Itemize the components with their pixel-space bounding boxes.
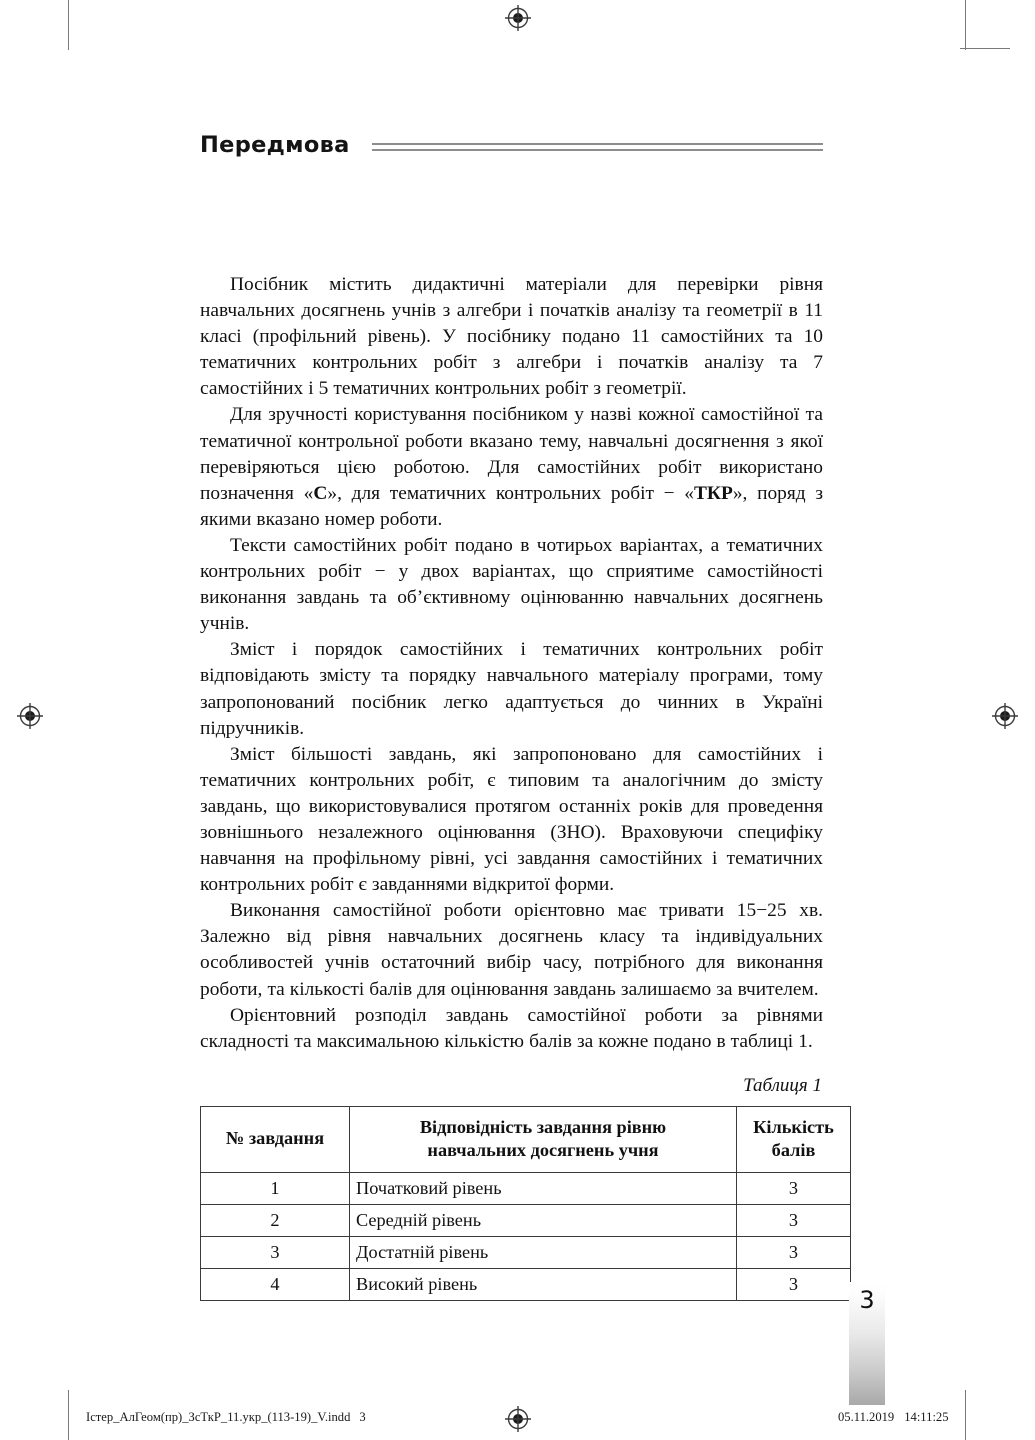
paragraph-6: Виконання самостійної роботи орієнтовно має тривати 15−25 хв. Залежно від рівня навчальних досягнень класу та індивідуальних особливостей учнів остаточний вибір часу, потрібного для виконання роботи, та кількості балів для оцінювання завдань залишаємо за вчителем. <box>200 900 823 1000</box>
heading-rule-line-bottom <box>372 149 823 151</box>
paragraph-7: Орієнтовний розподіл завдань самостійної роботи за рівнями складності та максимальною кількістю балів за кожне подано в таблиці 1. <box>200 1004 823 1052</box>
footer-page-number: 3 <box>359 1410 366 1424</box>
row-task-number: 2 <box>201 1204 350 1236</box>
table-row <box>201 1236 851 1268</box>
page-content <box>200 125 834 1301</box>
row-points: 3 <box>737 1204 851 1236</box>
table-row <box>201 1204 851 1236</box>
row-points: 3 <box>737 1172 851 1204</box>
heading-double-rule <box>372 143 823 151</box>
paragraph-4: Зміст і порядок самостійних і тематичних контрольних робіт відповідають змісту та порядку навчального матеріалу програми, тому запропонований посібник легко адаптується до чинних в Україні підручників. <box>200 639 823 739</box>
row-points: 3 <box>737 1236 851 1268</box>
crop-mark-bottom-left <box>68 1390 69 1440</box>
paragraph-3: Тексти самостійних робіт подано в чотирьох варіантах, а тематичних контрольних робіт − у двох варіантах, що сприятиме самостійності виконання завдань та об’єктивному оцінюванню навчальних досягнень учнів. <box>200 534 823 635</box>
paragraph-1: Посібник містить дидактичні матеріали для перевірки рівня навчальних досягнень учнів з алгебри і початків аналізу та геометрії в 11 класі (профільний рівень). У посібнику подано 11 самостійних та 10 тематичних контрольних робіт з алгебри і початків аналізу та 7 самостійних і 5 тематичних контрольних робіт з геометрії. <box>200 274 823 400</box>
registration-mark-bottom-center <box>505 1406 531 1432</box>
page-number: 3 <box>859 1286 875 1314</box>
registration-mark-top-center <box>505 5 531 31</box>
crop-mark-edge-top-right <box>960 48 1010 49</box>
registration-mark-right <box>992 703 1018 729</box>
footer-filename-slug <box>86 1410 366 1425</box>
row-points: 3 <box>737 1268 851 1300</box>
registration-mark-left <box>17 703 43 729</box>
page-title: Передмова <box>200 132 350 158</box>
crop-mark-top-right <box>965 0 966 50</box>
crop-mark-top-left <box>68 0 69 50</box>
paragraph-2 <box>200 402 823 532</box>
footer-filename: Істер_АлГеом(пр)_ЗсТкР_11.укр_(113-19)_V.indd <box>86 1410 351 1424</box>
row-level-description: Високий рівень <box>350 1268 737 1300</box>
body-copy <box>200 272 823 1055</box>
row-task-number: 1 <box>201 1172 350 1204</box>
row-task-number: 3 <box>201 1236 350 1268</box>
row-level-description: Середній рівень <box>350 1204 737 1236</box>
table-header-points-line2: балів <box>771 1139 816 1160</box>
table-header-points-line1: Кількість <box>753 1116 834 1137</box>
paragraph-2-tail: », поряд з якими вказано номер роботи. <box>200 482 823 530</box>
table-caption: Таблиця 1 <box>743 1074 822 1096</box>
table-header-points <box>737 1106 851 1172</box>
levels-table-body <box>201 1172 851 1300</box>
paragraph-2-mid: », для тематичних контрольних робіт − « <box>327 482 694 504</box>
footer-timestamp-slug <box>838 1410 949 1425</box>
paragraph-2-lead: Для зручності користування посібником у назві кожної самостійної та тематичної контрольної роботи вказано тему, навчальні досягнення з якої перевіряються цією роботою. Для самостійних робіт використано позначення « <box>200 404 823 504</box>
footer-time: 14:11:25 <box>904 1410 949 1424</box>
table-header-task-number: № завдання <box>201 1106 350 1172</box>
footer-date: 05.11.2019 <box>838 1410 895 1424</box>
row-level-description: Початковий рівень <box>350 1172 737 1204</box>
table-row <box>201 1172 851 1204</box>
row-task-number: 4 <box>201 1268 350 1300</box>
abbrev-samostiyna: С <box>313 482 328 504</box>
table-header-row <box>201 1106 851 1172</box>
table-header-description <box>350 1106 737 1172</box>
levels-table <box>200 1106 851 1301</box>
row-level-description: Достатній рівень <box>350 1236 737 1268</box>
crop-mark-bottom-right <box>965 1390 966 1440</box>
heading-rule-line-top <box>372 143 823 145</box>
table-header-description-line1: Відповідність завдання рівню <box>419 1116 667 1137</box>
section-heading <box>200 125 823 165</box>
table-header-description-line2: навчальних досягнень учня <box>427 1139 659 1160</box>
paragraph-5: Зміст більшості завдань, які запропоновано для самостійних і тематичних контрольних робіт, є типовим та аналогічним до змісту завдань, що використовувалися протягом останніх років для проведення зовнішнього незалежного оцінювання (ЗНО). Враховуючи специфіку навчання на профільному рівні, усі завдання самостійних і тематичних контрольних робіт є завданнями відкритої форми. <box>200 743 823 896</box>
table-row <box>201 1268 851 1300</box>
abbrev-tkr: ТКР <box>694 482 733 504</box>
